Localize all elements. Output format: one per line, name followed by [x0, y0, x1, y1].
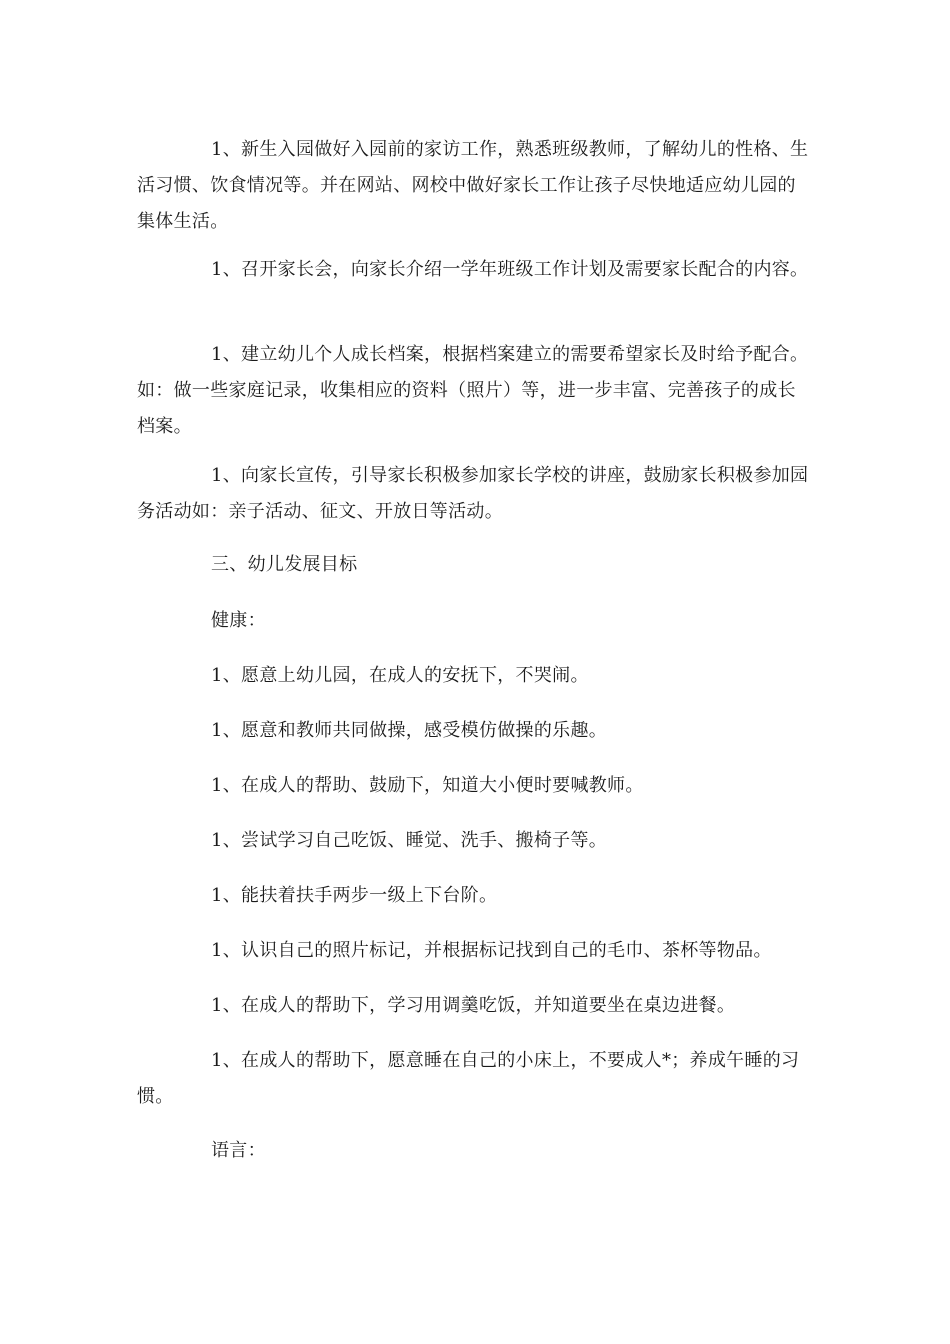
paragraph-parent-home-visit: 1、新生入园做好入园前的家访工作，熟悉班级教师，了解幼儿的性格、生活习惯、饮食情况等。并在网站、网校中做好家长工作让孩子尽快地适应幼儿园的集体生活。 — [137, 139, 809, 232]
health-item-nap: 1、在成人的帮助下，愿意睡在自己的小床上，不要成人*；养成午睡的习惯。 — [137, 1050, 800, 1107]
health-item-exercise: 1、愿意和教师共同做操，感受模仿做操的乐趣。 — [211, 720, 608, 741]
health-item-photo-mark: 1、认识自己的照片标记，并根据标记找到自己的毛巾、茶杯等物品。 — [211, 940, 772, 961]
health-item-no-crying: 1、愿意上幼儿园，在成人的安抚下，不哭闹。 — [211, 665, 589, 686]
section-heading-development-goals: 三、幼儿发展目标 — [211, 554, 358, 575]
subheading-health: 健康： — [211, 610, 266, 631]
health-item-spoon: 1、在成人的帮助下，学习用调羹吃饭，并知道要坐在桌边进餐。 — [211, 995, 736, 1016]
paragraph-growth-file: 1、建立幼儿个人成长档案，根据档案建立的需要希望家长及时给予配合。如：做一些家庭记录，收集相应的资料（照片）等，进一步丰富、完善孩子的成长档案。 — [137, 344, 809, 437]
paragraph-parent-meeting: 1、召开家长会，向家长介绍一学年班级工作计划及需要家长配合的内容。 — [211, 259, 809, 280]
health-item-toilet: 1、在成人的帮助、鼓励下，知道大小便时要喊教师。 — [211, 775, 644, 796]
paragraph-parent-school: 1、向家长宣传，引导家长积极参加家长学校的讲座，鼓励家长积极参加园务活动如：亲子活动、征文、开放日等活动。 — [137, 465, 809, 522]
health-item-self-care: 1、尝试学习自己吃饭、睡觉、洗手、搬椅子等。 — [211, 830, 608, 851]
subheading-language: 语言： — [211, 1140, 266, 1161]
health-item-stairs: 1、能扶着扶手两步一级上下台阶。 — [211, 885, 498, 906]
